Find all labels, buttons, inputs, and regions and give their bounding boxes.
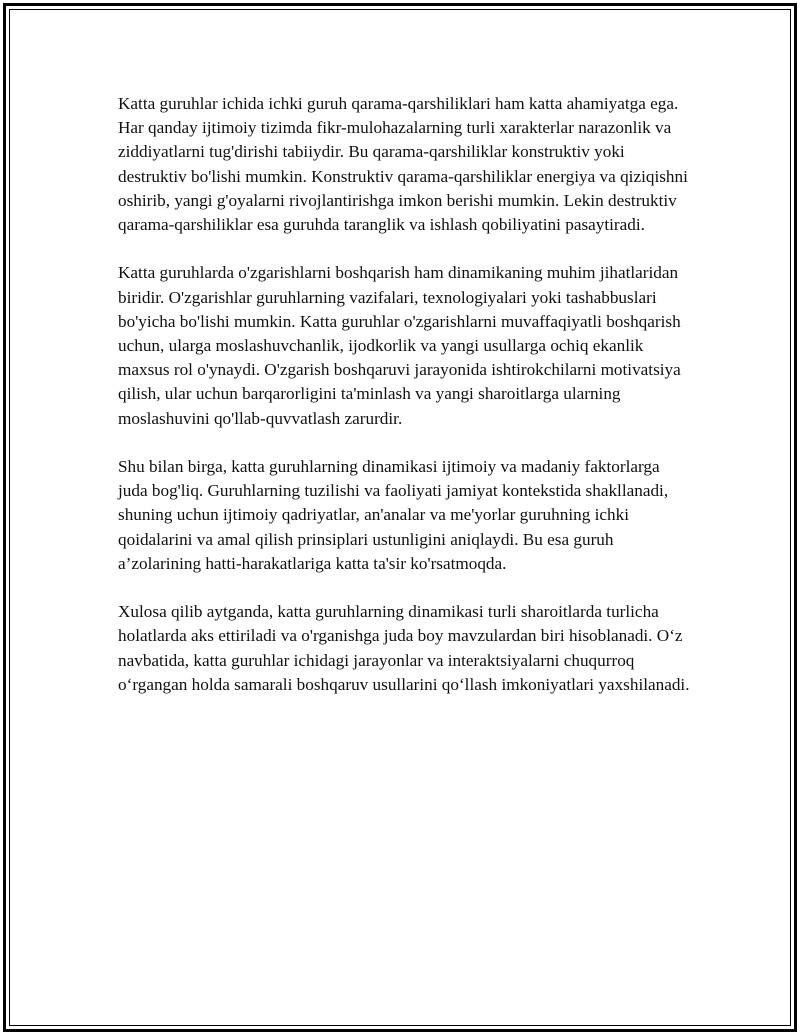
document-body bbox=[118, 92, 690, 721]
paragraph-3: Shu bilan birga, katta guruhlarning dinamikasi ijtimoiy va madaniy faktorlarga juda bog'liq. Guruhlarning tuzilishi va faoliyati jamiyat kontekstida shakllanadi, shuning uchun ijtimoiy qadriyatlar, an'analar va me'yorlar guruhning ichki qoidalarini va amal qilish prinsiplari ustunligini aniqlaydi. Bu esa guruh a’zolarining hatti-harakatlariga katta ta'sir ko'rsatmoqda. bbox=[118, 457, 669, 573]
paragraph-2: Katta guruhlarda o'zgarishlarni boshqarish ham dinamikaning muhim jihatlaridan biridir. O'zgarishlar guruhlarning vazifalari, texnologiyalari yoki tashabbuslari bo'yicha bo'lishi mumkin. Katta guruhlar o'zgarishlarni muvaffaqiyatli boshqarish uchun, ularga moslashuvchanlik, ijodkorlik va yangi usullarga ochiq ekanlik maxsus rol o'ynaydi. O'zgarish boshqaruvi jarayonida ishtirokchilarni motivatsiya qilish, ular uchun barqarorligini ta'minlash va yangi sharoitlarga ularning moslashuvini qo'llab-quvvatlash zarurdir. bbox=[118, 263, 681, 428]
paragraph-1: Katta guruhlar ichida ichki guruh qarama-qarshiliklari ham katta ahamiyatga ega. Har qanday ijtimoiy tizimda fikr-mulohazalarning turli xarakterlar narazonlik va ziddiyatlarni tug'dirishi tabiiydir. Bu qarama-qarshiliklar konstruktiv yoki destruktiv bo'lishi mumkin. Konstruktiv qarama-qarshiliklar energiya va qiziqishni oshirib, yangi g'oyalarni rivojlantirishga imkon berishi mumkin. Lekin destruktiv qarama-qarshiliklar esa guruhda taranglik va ishlash qobiliyatini pasaytiradi. bbox=[118, 94, 688, 235]
paragraph-4: Xulosa qilib aytganda, katta guruhlarning dinamikasi turli sharoitlarda turlicha holatlarda aks ettiriladi va o'rganishga juda boy mavzulardan biri hisoblanadi. O‘z navbatida, katta guruhlar ichidagi jarayonlar va interaktsiyalarni chuqurroq o‘rgangan holda samarali boshqaruv usullarini qo‘llash imkoniyatlari yaxshilanadi. bbox=[118, 602, 690, 694]
